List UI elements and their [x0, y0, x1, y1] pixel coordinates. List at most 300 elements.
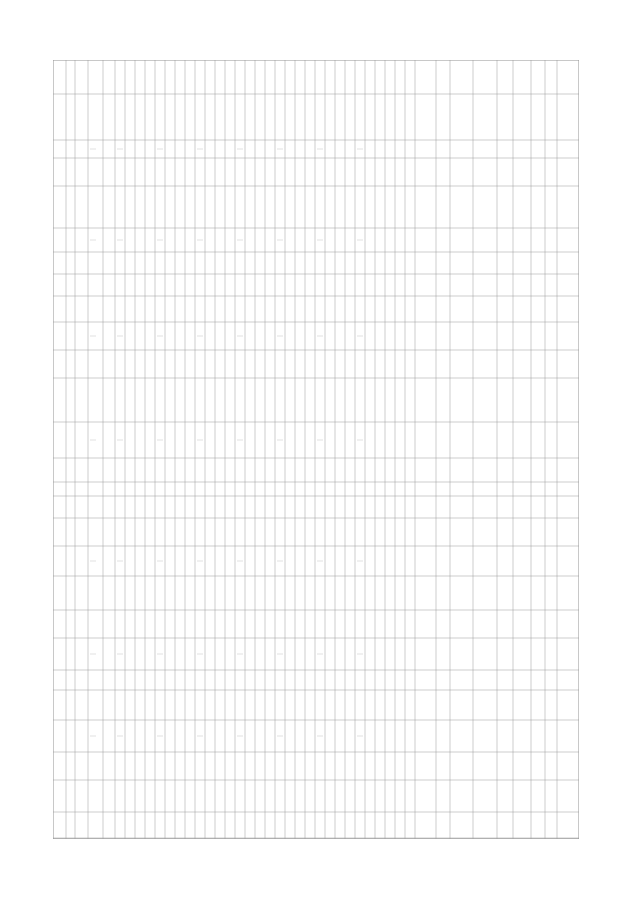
table-cell — [166, 506, 174, 509]
table-cell — [366, 488, 374, 491]
table-cell — [396, 116, 404, 119]
table-cell — [266, 206, 274, 209]
table-cell — [406, 206, 414, 209]
table-cell — [186, 488, 194, 491]
table-cell — [166, 469, 174, 472]
table-cell — [386, 765, 394, 768]
table-cell — [286, 76, 294, 79]
table-cell — [316, 363, 324, 366]
table-cell — [136, 335, 144, 338]
table-cell — [356, 592, 364, 595]
table-cell — [474, 439, 496, 442]
table-cell — [396, 765, 404, 768]
table-cell — [532, 704, 544, 707]
row-number: 25 — [58, 765, 61, 766]
table-cell — [186, 824, 194, 827]
table-cell — [416, 735, 435, 738]
table-cell — [306, 284, 314, 287]
table-cell — [67, 308, 74, 311]
table-cell — [416, 76, 435, 79]
table-cell — [276, 116, 284, 119]
table-cell — [206, 765, 214, 768]
table-cell — [176, 765, 184, 768]
table-cell — [451, 116, 472, 119]
table-cell — [67, 469, 74, 472]
table-cell — [196, 838, 204, 841]
table-cell — [146, 363, 154, 366]
table-cell — [376, 704, 384, 707]
table-cell — [306, 239, 314, 242]
table-cell — [296, 469, 304, 472]
table-cell — [406, 469, 414, 472]
table-cell — [116, 704, 124, 707]
table-cell — [326, 488, 334, 491]
table-cell — [286, 679, 294, 682]
table-cell — [386, 592, 394, 595]
table-cell — [76, 560, 87, 563]
table-cell — [176, 735, 184, 738]
table-cell — [67, 148, 74, 151]
table-cell — [437, 239, 449, 242]
table-cell — [116, 262, 124, 265]
table-cell — [76, 399, 87, 402]
table-cell — [186, 838, 194, 841]
table-cell — [546, 206, 556, 209]
table-cell — [156, 735, 164, 738]
table-cell — [376, 239, 384, 242]
table-cell — [346, 704, 354, 707]
table-cell — [346, 206, 354, 209]
table-cell — [246, 363, 254, 366]
table-cell — [498, 363, 512, 366]
table-cell — [514, 653, 530, 656]
table-cell — [296, 284, 304, 287]
table-cell — [514, 363, 530, 366]
table-cell — [266, 531, 274, 534]
table-cell — [216, 653, 224, 656]
table-cell — [186, 399, 194, 402]
table-cell — [104, 148, 114, 151]
table-cell — [126, 653, 134, 656]
table-cell — [356, 335, 364, 338]
table-cell — [286, 171, 294, 174]
table-cell — [406, 171, 414, 174]
table-cell — [67, 335, 74, 338]
table-cell — [266, 363, 274, 366]
table-cell — [126, 308, 134, 311]
table-cell — [546, 704, 556, 707]
table-cell — [316, 592, 324, 595]
table-cell — [437, 363, 449, 366]
table-cell — [186, 735, 194, 738]
table-cell — [246, 838, 254, 841]
table-cell — [356, 735, 364, 738]
table-cell — [126, 206, 134, 209]
table-cell — [532, 262, 544, 265]
table-cell — [396, 363, 404, 366]
table-cell — [226, 76, 234, 79]
table-cell — [266, 592, 274, 595]
table-cell — [146, 838, 154, 841]
table-cell — [474, 623, 496, 626]
table-cell — [498, 308, 512, 311]
table-cell — [356, 488, 364, 491]
table-cell — [67, 735, 74, 738]
table-cell — [156, 592, 164, 595]
table-cell — [498, 284, 512, 287]
table-cell — [326, 506, 334, 509]
table-cell — [396, 148, 404, 151]
table-cell — [346, 76, 354, 79]
table-cell — [286, 506, 294, 509]
table-cell — [126, 838, 134, 841]
table-cell — [532, 623, 544, 626]
table-cell — [246, 735, 254, 738]
table-cell — [266, 399, 274, 402]
table-cell — [386, 623, 394, 626]
table-cell — [256, 335, 264, 338]
table-cell — [546, 531, 556, 534]
table-cell — [386, 76, 394, 79]
table-cell — [276, 838, 284, 841]
table-cell — [366, 560, 374, 563]
table-cell — [89, 206, 102, 209]
table-cell — [196, 679, 204, 682]
table-cell — [546, 335, 556, 338]
table-cell — [236, 653, 244, 656]
table-cell — [514, 308, 530, 311]
table-cell — [246, 704, 254, 707]
table-cell — [286, 592, 294, 595]
table-cell — [104, 262, 114, 265]
table-cell — [437, 439, 449, 442]
table-cell — [266, 735, 274, 738]
table-cell — [346, 148, 354, 151]
table-cell — [286, 262, 294, 265]
table-cell — [176, 623, 184, 626]
table-cell — [386, 308, 394, 311]
table-cell — [356, 116, 364, 119]
table-cell — [126, 488, 134, 491]
table-cell — [226, 335, 234, 338]
table-cell — [326, 399, 334, 402]
table-cell — [416, 439, 435, 442]
table-cell — [474, 335, 496, 338]
table-cell — [546, 735, 556, 738]
table-cell — [546, 239, 556, 242]
table-cell — [451, 148, 472, 151]
table-cell — [498, 488, 512, 491]
table-cell — [256, 308, 264, 311]
table-cell — [236, 206, 244, 209]
table-cell — [286, 531, 294, 534]
table-cell — [76, 206, 87, 209]
table-cell — [336, 399, 344, 402]
table-cell — [416, 308, 435, 311]
table-cell — [276, 76, 284, 79]
table-cell — [256, 488, 264, 491]
table-cell — [498, 335, 512, 338]
table-cell — [474, 308, 496, 311]
table-cell — [546, 592, 556, 595]
table-cell — [346, 335, 354, 338]
table-cell — [246, 623, 254, 626]
table-cell — [166, 488, 174, 491]
table-cell — [276, 488, 284, 491]
table-cell — [146, 824, 154, 827]
table-cell — [236, 363, 244, 366]
table-cell — [474, 239, 496, 242]
table-cell — [474, 262, 496, 265]
table-cell — [196, 704, 204, 707]
table-cell — [256, 506, 264, 509]
table-cell — [89, 623, 102, 626]
table-cell — [316, 284, 324, 287]
table-cell — [104, 592, 114, 595]
table-cell — [326, 838, 334, 841]
table-cell — [451, 679, 472, 682]
table-cell — [206, 704, 214, 707]
table-cell — [316, 488, 324, 491]
table-cell — [216, 363, 224, 366]
table-cell — [306, 560, 314, 563]
table-cell — [236, 704, 244, 707]
table-cell — [498, 469, 512, 472]
table-cell — [146, 679, 154, 682]
table-cell — [76, 765, 87, 768]
table-cell — [126, 171, 134, 174]
table-cell — [256, 363, 264, 366]
table-cell — [396, 76, 404, 79]
row-number: 16 — [58, 506, 61, 507]
table-cell — [306, 116, 314, 119]
table-cell — [246, 560, 254, 563]
table-cell — [236, 262, 244, 265]
table-cell — [376, 488, 384, 491]
table-cell — [376, 679, 384, 682]
table-cell — [376, 148, 384, 151]
table-cell — [156, 439, 164, 442]
table-cell — [226, 439, 234, 442]
table-cell — [256, 838, 264, 841]
table-cell — [246, 824, 254, 827]
table-cell — [89, 239, 102, 242]
table-cell — [246, 335, 254, 338]
table-cell — [266, 469, 274, 472]
table-cell — [346, 262, 354, 265]
table-cell — [386, 363, 394, 366]
table-cell — [366, 531, 374, 534]
row-number: 28 — [58, 837, 61, 839]
table-cell — [386, 679, 394, 682]
table-cell — [498, 506, 512, 509]
table-cell — [474, 76, 496, 79]
table-cell — [376, 506, 384, 509]
table-cell — [514, 171, 530, 174]
table-cell — [226, 262, 234, 265]
table-cell — [286, 824, 294, 827]
table-cell — [296, 623, 304, 626]
table-cell — [206, 623, 214, 626]
table-cell — [166, 653, 174, 656]
table-cell — [176, 592, 184, 595]
table-cell — [416, 171, 435, 174]
table-cell — [266, 765, 274, 768]
table-cell — [451, 560, 472, 563]
table-cell — [356, 795, 364, 798]
table-cell — [276, 239, 284, 242]
table-cell — [246, 308, 254, 311]
table-cell — [416, 284, 435, 287]
table-cell — [216, 469, 224, 472]
table-cell — [376, 308, 384, 311]
table-cell — [176, 284, 184, 287]
table-cell — [76, 488, 87, 491]
table-cell — [276, 262, 284, 265]
table-cell — [366, 439, 374, 442]
table-cell — [256, 679, 264, 682]
table-cell — [336, 171, 344, 174]
table-cell — [176, 363, 184, 366]
table-cell — [76, 116, 87, 119]
table-cell — [396, 824, 404, 827]
table-cell — [146, 623, 154, 626]
table-cell — [89, 469, 102, 472]
table-cell — [296, 488, 304, 491]
table-cell — [196, 363, 204, 366]
table-cell — [386, 335, 394, 338]
table-cell — [206, 824, 214, 827]
table-cell — [186, 171, 194, 174]
table-cell — [406, 623, 414, 626]
table-cell — [176, 262, 184, 265]
table-cell — [116, 592, 124, 595]
table-cell — [474, 838, 496, 841]
row-number: 12 — [58, 399, 61, 400]
table-cell — [126, 469, 134, 472]
table-cell — [296, 116, 304, 119]
table-cell — [256, 623, 264, 626]
table-cell — [256, 206, 264, 209]
table-cell — [451, 262, 472, 265]
table-cell — [266, 239, 274, 242]
table-cell — [326, 469, 334, 472]
table-cell — [176, 171, 184, 174]
table-cell — [156, 262, 164, 265]
table-cell — [396, 704, 404, 707]
table-cell — [396, 488, 404, 491]
table-cell — [396, 284, 404, 287]
table-cell — [176, 488, 184, 491]
table-cell — [326, 623, 334, 626]
table-cell — [336, 439, 344, 442]
table-cell — [532, 679, 544, 682]
table-cell — [196, 531, 204, 534]
table-cell — [76, 679, 87, 682]
table-cell — [532, 335, 544, 338]
table-cell — [196, 653, 204, 656]
table-cell — [451, 206, 472, 209]
table-cell — [514, 488, 530, 491]
table-cell — [206, 363, 214, 366]
table-cell — [136, 824, 144, 827]
table-cell — [306, 439, 314, 442]
table-cell — [186, 795, 194, 798]
table-cell — [166, 239, 174, 242]
table-cell — [76, 308, 87, 311]
table-cell — [246, 765, 254, 768]
table-cell — [276, 335, 284, 338]
table-cell — [126, 795, 134, 798]
table-cell — [76, 824, 87, 827]
table-cell — [474, 116, 496, 119]
table-cell — [356, 506, 364, 509]
table-cell — [356, 239, 364, 242]
table-cell — [89, 399, 102, 402]
table-cell — [166, 206, 174, 209]
table-cell — [256, 531, 264, 534]
table-cell — [437, 284, 449, 287]
table-cell — [67, 623, 74, 626]
table-cell — [451, 838, 472, 841]
table-cell — [266, 488, 274, 491]
table-cell — [186, 679, 194, 682]
row-number: 11 — [58, 363, 61, 364]
table-cell — [474, 704, 496, 707]
table-cell — [166, 171, 174, 174]
table-cell — [396, 653, 404, 656]
table-cell — [406, 284, 414, 287]
table-cell — [196, 592, 204, 595]
table-cell — [406, 592, 414, 595]
table-cell — [196, 765, 204, 768]
table-cell — [336, 239, 344, 242]
table-cell — [116, 488, 124, 491]
table-cell — [376, 469, 384, 472]
row-number: 3 — [58, 148, 60, 149]
table-cell — [196, 262, 204, 265]
table-cell — [104, 308, 114, 311]
table-cell — [156, 795, 164, 798]
table-cell — [236, 399, 244, 402]
table-cell — [546, 824, 556, 827]
table-cell — [451, 171, 472, 174]
table-cell — [546, 838, 556, 841]
table-cell — [296, 363, 304, 366]
table-cell — [386, 488, 394, 491]
table-cell — [514, 206, 530, 209]
table-cell — [406, 308, 414, 311]
table-cell — [146, 506, 154, 509]
table-cell — [216, 795, 224, 798]
table-cell — [366, 838, 374, 841]
table-cell — [146, 704, 154, 707]
table-cell — [116, 284, 124, 287]
table-cell — [216, 439, 224, 442]
table-cell — [226, 206, 234, 209]
table-cell — [376, 838, 384, 841]
table-cell — [236, 592, 244, 595]
table-cell — [546, 363, 556, 366]
table-cell — [156, 560, 164, 563]
table-cell — [416, 531, 435, 534]
table-cell — [406, 531, 414, 534]
table-cell — [306, 653, 314, 656]
table-cell — [196, 735, 204, 738]
table-cell — [326, 531, 334, 534]
table-cell — [206, 239, 214, 242]
table-cell — [386, 206, 394, 209]
